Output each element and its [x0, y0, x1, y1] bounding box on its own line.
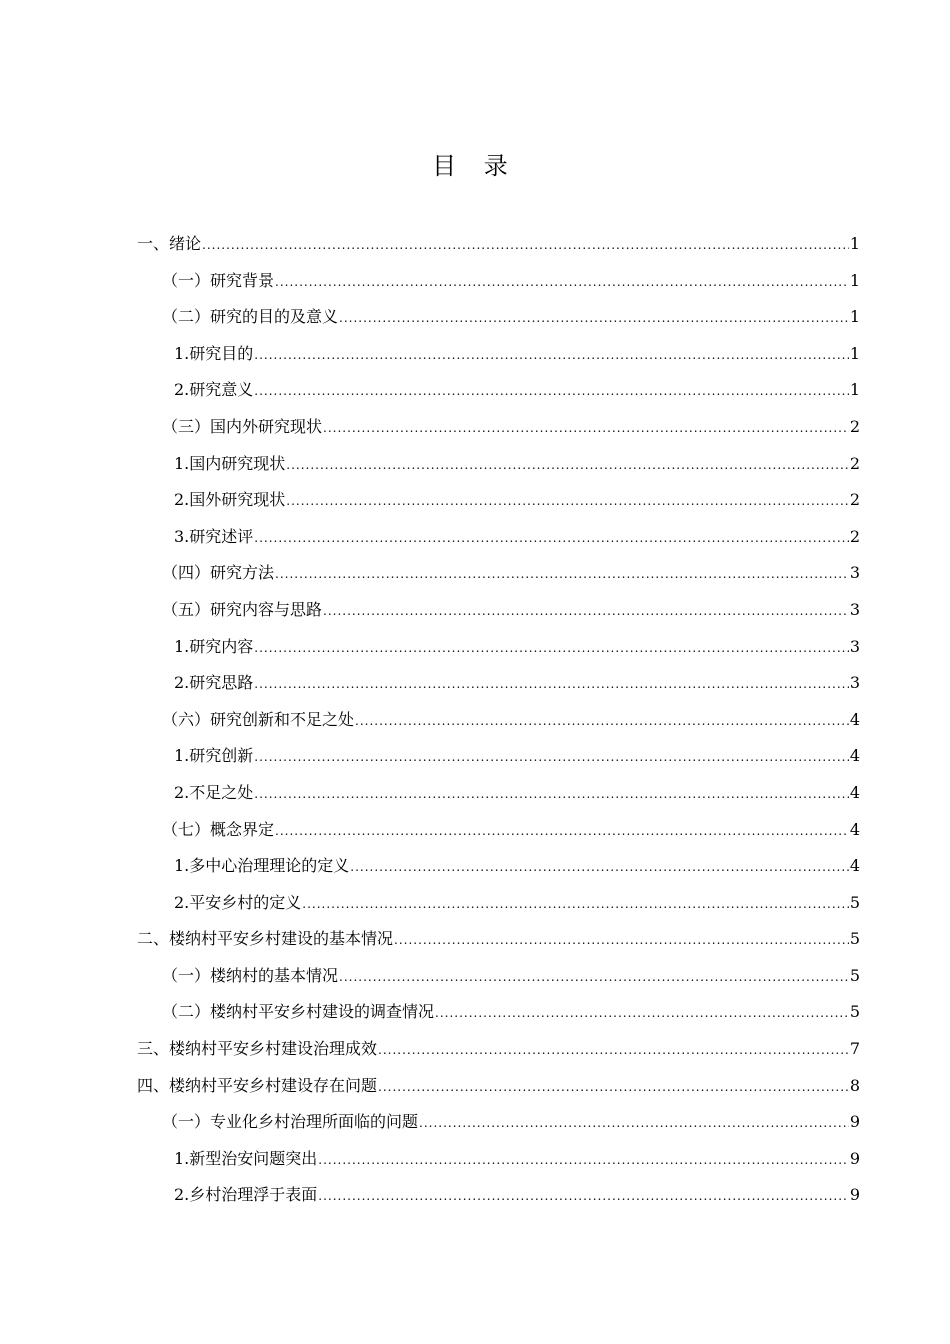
- dot-leader: [350, 851, 849, 883]
- dot-leader: [202, 229, 849, 261]
- toc-entry-label: 1.新型治安问题突出: [174, 1148, 318, 1168]
- dot-leader: [275, 815, 849, 847]
- toc-entry-page-number: 7: [849, 1039, 860, 1059]
- toc-entry-page-number: 3: [849, 636, 860, 656]
- toc-entry-page-number: 8: [849, 1075, 860, 1095]
- dot-leader: [254, 339, 849, 371]
- toc-entry-page-number: 4: [849, 819, 860, 839]
- dot-leader: [318, 1144, 849, 1176]
- dot-leader: [254, 632, 849, 664]
- dot-leader: [318, 1180, 849, 1212]
- toc-entry-page-number: 2: [849, 416, 860, 436]
- toc-entry-label: （一）研究背景: [162, 270, 275, 290]
- toc-entry[interactable]: [137, 411, 860, 448]
- toc-entry[interactable]: [137, 1106, 860, 1143]
- toc-entry-label: 1.多中心治理理论的定义: [174, 856, 350, 876]
- toc-entry[interactable]: [137, 265, 860, 302]
- toc-entry[interactable]: [137, 631, 860, 668]
- toc-entry-label: （一）楼纳村的基本情况: [162, 965, 339, 985]
- toc-entry[interactable]: [137, 996, 860, 1033]
- toc-entry[interactable]: [137, 521, 860, 558]
- toc-entry-page-number: 9: [849, 1185, 860, 1205]
- dot-leader: [254, 778, 849, 810]
- toc-entry[interactable]: [137, 777, 860, 814]
- toc-entry[interactable]: [137, 814, 860, 851]
- dot-leader: [355, 705, 849, 737]
- toc-entry-label: 3.研究述评: [174, 526, 254, 546]
- toc-entry[interactable]: [137, 667, 860, 704]
- toc-entry-label: （四）研究方法: [162, 563, 275, 583]
- toc-entry-page-number: 3: [849, 599, 860, 619]
- toc-entry-label: 1.研究创新: [174, 746, 254, 766]
- toc-entry-label: 1.研究内容: [174, 636, 254, 656]
- toc-entry-label: 1.国内研究现状: [174, 453, 286, 473]
- dot-leader: [254, 522, 849, 554]
- toc-entry-label: 2.研究意义: [174, 380, 254, 400]
- dot-leader: [339, 302, 849, 334]
- dot-leader: [378, 1071, 849, 1103]
- toc-entry[interactable]: [137, 338, 860, 375]
- toc-entry-page-number: 5: [849, 1002, 860, 1022]
- toc-entry-page-number: 3: [849, 673, 860, 693]
- toc-entry-page-number: 4: [849, 856, 860, 876]
- dot-leader: [339, 961, 849, 993]
- toc-entry-page-number: 9: [849, 1112, 860, 1132]
- toc-entry-page-number: 9: [849, 1148, 860, 1168]
- toc-entry-page-number: 5: [849, 892, 860, 912]
- toc-entry[interactable]: [137, 740, 860, 777]
- toc-entry-page-number: 1: [849, 270, 860, 290]
- table-of-contents: [137, 228, 860, 1216]
- toc-entry[interactable]: [137, 557, 860, 594]
- toc-entry[interactable]: [137, 1179, 860, 1216]
- toc-entry[interactable]: [137, 1033, 860, 1070]
- dot-leader: [378, 1034, 849, 1066]
- dot-leader: [254, 375, 849, 407]
- toc-entry-label: （六）研究创新和不足之处: [162, 709, 355, 729]
- toc-entry-page-number: 1: [849, 234, 860, 253]
- toc-entry-page-number: 4: [849, 782, 860, 802]
- toc-entry-page-number: 2: [849, 526, 860, 546]
- toc-entry[interactable]: [137, 228, 860, 265]
- toc-entry-label: 四、楼纳村平安乡村建设存在问题: [137, 1075, 378, 1095]
- dot-leader: [394, 924, 849, 956]
- toc-entry-label: （三）国内外研究现状: [162, 416, 323, 436]
- toc-entry[interactable]: [137, 301, 860, 338]
- toc-entry[interactable]: [137, 960, 860, 997]
- toc-entry[interactable]: [137, 923, 860, 960]
- toc-entry-label: 2.平安乡村的定义: [174, 892, 302, 912]
- toc-entry-label: 2.国外研究现状: [174, 490, 286, 510]
- toc-entry-page-number: 2: [849, 490, 860, 510]
- toc-title: 目 录: [432, 152, 518, 180]
- toc-entry[interactable]: [137, 850, 860, 887]
- toc-entry[interactable]: [137, 704, 860, 741]
- toc-entry-page-number: 4: [849, 709, 860, 729]
- toc-entry-label: （二）楼纳村平安乡村建设的调查情况: [162, 1002, 435, 1022]
- toc-entry[interactable]: [137, 594, 860, 631]
- toc-entry[interactable]: [137, 374, 860, 411]
- dot-leader: [254, 741, 849, 773]
- toc-entry-label: 一、绪论: [137, 234, 202, 253]
- toc-entry-label: 2.乡村治理浮于表面: [174, 1185, 318, 1205]
- toc-entry-page-number: 4: [849, 746, 860, 766]
- dot-leader: [286, 449, 849, 481]
- toc-entry-label: （一）专业化乡村治理所面临的问题: [162, 1112, 419, 1132]
- toc-entry-label: 三、楼纳村平安乡村建设治理成效: [137, 1039, 378, 1059]
- dot-leader: [275, 558, 849, 590]
- dot-leader: [435, 997, 849, 1029]
- dot-leader: [275, 266, 849, 298]
- toc-entry-label: 1.研究目的: [174, 343, 254, 363]
- dot-leader: [286, 485, 849, 517]
- toc-entry-page-number: 5: [849, 965, 860, 985]
- toc-entry[interactable]: [137, 484, 860, 521]
- toc-entry-label: 2.研究思路: [174, 673, 254, 693]
- toc-entry[interactable]: [137, 887, 860, 924]
- toc-entry-page-number: 5: [849, 929, 860, 949]
- toc-entry-page-number: 3: [849, 563, 860, 583]
- toc-entry-label: （二）研究的目的及意义: [162, 307, 339, 327]
- toc-entry[interactable]: [137, 1143, 860, 1180]
- dot-leader: [323, 595, 849, 627]
- toc-entry-label: 2.不足之处: [174, 782, 254, 802]
- toc-entry-page-number: 1: [849, 343, 860, 363]
- toc-entry-label: 二、楼纳村平安乡村建设的基本情况: [137, 929, 394, 949]
- dot-leader: [302, 888, 849, 920]
- dot-leader: [254, 668, 849, 700]
- dot-leader: [419, 1107, 849, 1139]
- toc-entry-page-number: 1: [849, 307, 860, 327]
- toc-entry-label: （七）概念界定: [162, 819, 275, 839]
- toc-entry-page-number: 2: [849, 453, 860, 473]
- toc-entry[interactable]: [137, 1070, 860, 1107]
- toc-entry-page-number: 1: [849, 380, 860, 400]
- dot-leader: [323, 412, 849, 444]
- toc-entry-label: （五）研究内容与思路: [162, 599, 323, 619]
- toc-entry[interactable]: [137, 448, 860, 485]
